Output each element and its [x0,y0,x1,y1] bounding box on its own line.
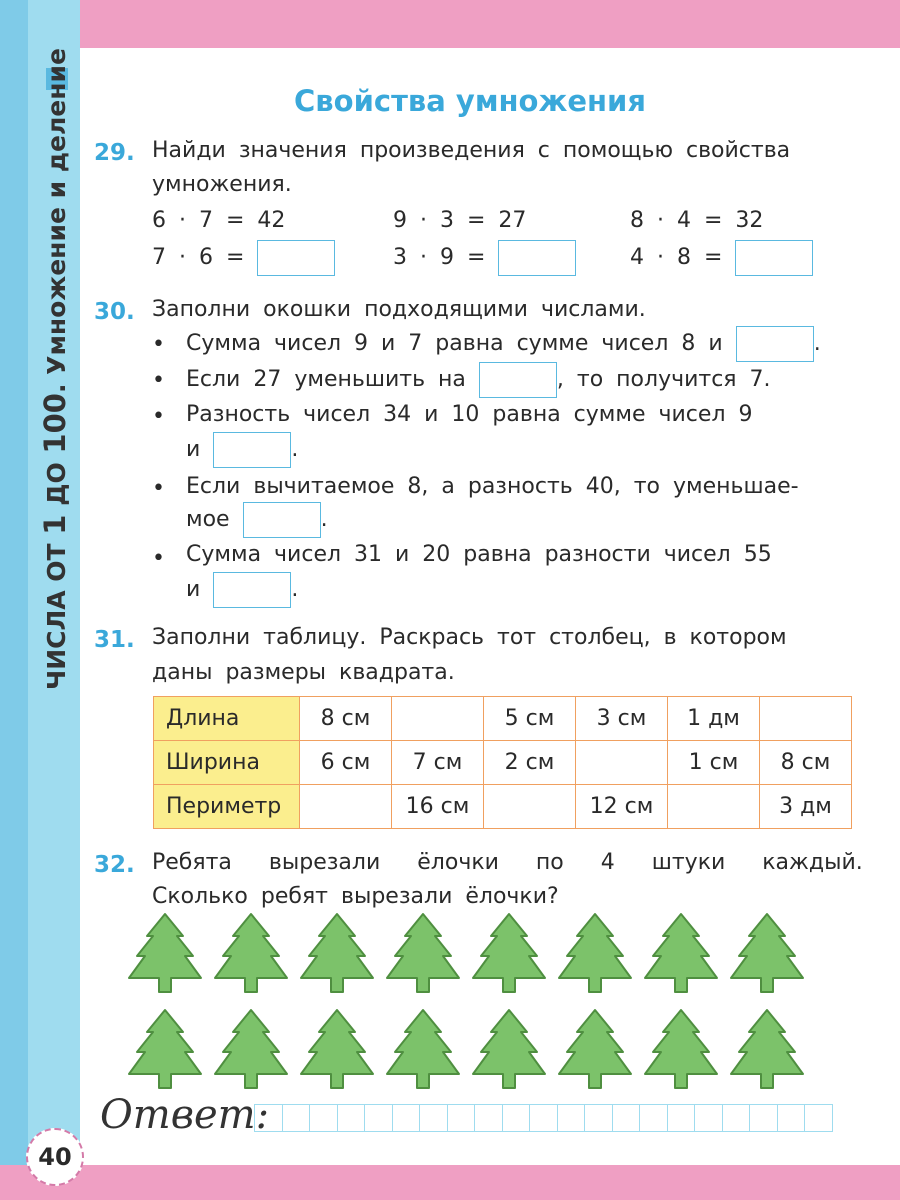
fir-tree-icon [555,912,641,1002]
dimensions-table [153,696,852,829]
answer-cell[interactable] [392,1104,421,1132]
answer-box[interactable] [735,240,813,276]
fir-tree-icon [383,1008,469,1098]
fir-tree-icon [641,912,727,1002]
task-text: даны размеры квадрата. [152,660,455,685]
fir-tree-icon [211,1008,297,1098]
row-header: Ширина [154,741,300,785]
table-cell[interactable]: 5 см [484,697,576,741]
exercise-number: 32. [94,852,135,878]
fir-tree-icon [641,1008,727,1098]
equation: 9 · 3 = 27 [393,208,527,233]
task-text: Заполни таблицу. Раскрась тот столбец, в котором [152,625,787,650]
top-band [0,0,900,48]
equation: 3 · 9 = [393,245,486,270]
fir-tree-icon [297,1008,383,1098]
table-cell[interactable] [300,785,392,829]
sidebar-edge [0,0,28,1200]
fir-tree-icon [469,912,555,1002]
answer-cell[interactable] [419,1104,448,1132]
answer-cell[interactable] [777,1104,806,1132]
fir-tree-icon [125,1008,211,1098]
answer-grid[interactable] [255,1104,833,1132]
task-text: Сколько ребят вырезали ёлочки? [152,884,559,909]
fir-tree-icon [125,912,211,1002]
answer-cell[interactable] [749,1104,778,1132]
task-text: Ребята вырезали ёлочки по 4 штуки каждый. [152,850,863,875]
table-cell[interactable]: 7 см [392,741,484,785]
table-cell[interactable] [668,785,760,829]
equation: 8 · 4 = 32 [630,208,764,233]
task-text: умножения. [152,172,292,197]
exercise-number: 30. [94,299,135,325]
answer-label: Ответ: [100,1092,270,1138]
answer-cell[interactable] [282,1104,311,1132]
fir-tree-icon [469,1008,555,1098]
task-text: Сумма чисел 9 и 7 равна сумме чисел 8 и [186,331,723,356]
task-text: Найди значения произведения с помощью свойства [152,138,791,163]
answer-box[interactable] [213,432,291,468]
answer-cell[interactable] [584,1104,613,1132]
answer-cell[interactable] [337,1104,366,1132]
table-cell[interactable]: 2 см [484,741,576,785]
table-cell[interactable]: 8 см [300,697,392,741]
answer-cell[interactable] [804,1104,833,1132]
trees-illustration [125,912,865,1098]
bullet: • [152,404,165,429]
answer-box[interactable] [736,326,814,362]
table-cell[interactable]: 3 дм [760,785,852,829]
table-cell[interactable] [760,697,852,741]
table-row [154,785,852,829]
answer-cell[interactable] [557,1104,586,1132]
equation: 6 · 7 = 42 [152,208,286,233]
table-cell[interactable] [576,741,668,785]
task-text: и [186,437,201,462]
table-cell[interactable]: 8 см [760,741,852,785]
task-text: Если вычитаемое 8, а разность 40, то уменьшае- [186,474,799,499]
answer-cell[interactable] [447,1104,476,1132]
answer-box[interactable] [213,572,291,608]
bullet: • [152,332,165,357]
equation: 4 · 8 = [630,245,723,270]
bullet: • [152,476,165,501]
exercise-number: 31. [94,627,135,653]
page-title: Свойства умножения [294,84,646,118]
task-text: Сумма чисел 31 и 20 равна разности чисел 55 [186,542,772,567]
fir-tree-icon [383,912,469,1002]
table-row [154,741,852,785]
task-text: мое [186,507,230,532]
fir-tree-icon [727,1008,813,1098]
answer-cell[interactable] [529,1104,558,1132]
answer-cell[interactable] [694,1104,723,1132]
answer-cell[interactable] [612,1104,641,1132]
table-cell[interactable]: 1 см [668,741,760,785]
row-header: Длина [154,697,300,741]
task-text: и [186,577,201,602]
task-text: Разность чисел 34 и 10 равна сумме чисел 9 [186,402,753,427]
answer-cell[interactable] [502,1104,531,1132]
page-number: 40 [26,1128,84,1186]
answer-box[interactable] [479,362,557,398]
task-text: Заполни окошки подходящими числами. [152,297,646,322]
answer-cell[interactable] [309,1104,338,1132]
equation: 7 · 6 = [152,245,245,270]
fir-tree-icon [211,912,297,1002]
bullet: • [152,368,165,393]
table-cell[interactable] [392,697,484,741]
answer-cell[interactable] [474,1104,503,1132]
table-cell[interactable]: 16 см [392,785,484,829]
row-header: Периметр [154,785,300,829]
exercise-number: 29. [94,140,135,166]
fir-tree-icon [555,1008,641,1098]
table-cell[interactable]: 3 см [576,697,668,741]
answer-cell[interactable] [639,1104,668,1132]
task-text: Если 27 уменьшить на [186,367,466,392]
answer-cell[interactable] [364,1104,393,1132]
answer-cell[interactable] [722,1104,751,1132]
table-row [154,697,852,741]
table-cell[interactable]: 6 см [300,741,392,785]
answer-box[interactable] [243,502,321,538]
answer-box[interactable] [498,240,576,276]
answer-cell[interactable] [254,1104,283,1132]
table-cell[interactable]: 1 дм [668,697,760,741]
sidebar-title: ЧИСЛА ОТ 1 ДО 100. Умножение и деление [38,47,72,690]
answer-box[interactable] [257,240,335,276]
fir-tree-icon [727,912,813,1002]
answer-cell[interactable] [667,1104,696,1132]
bottom-band [0,1165,900,1200]
task-text: , то получится 7. [556,367,771,392]
bullet: • [152,546,165,571]
table-cell[interactable]: 12 см [576,785,668,829]
fir-tree-icon [297,912,383,1002]
table-cell[interactable] [484,785,576,829]
